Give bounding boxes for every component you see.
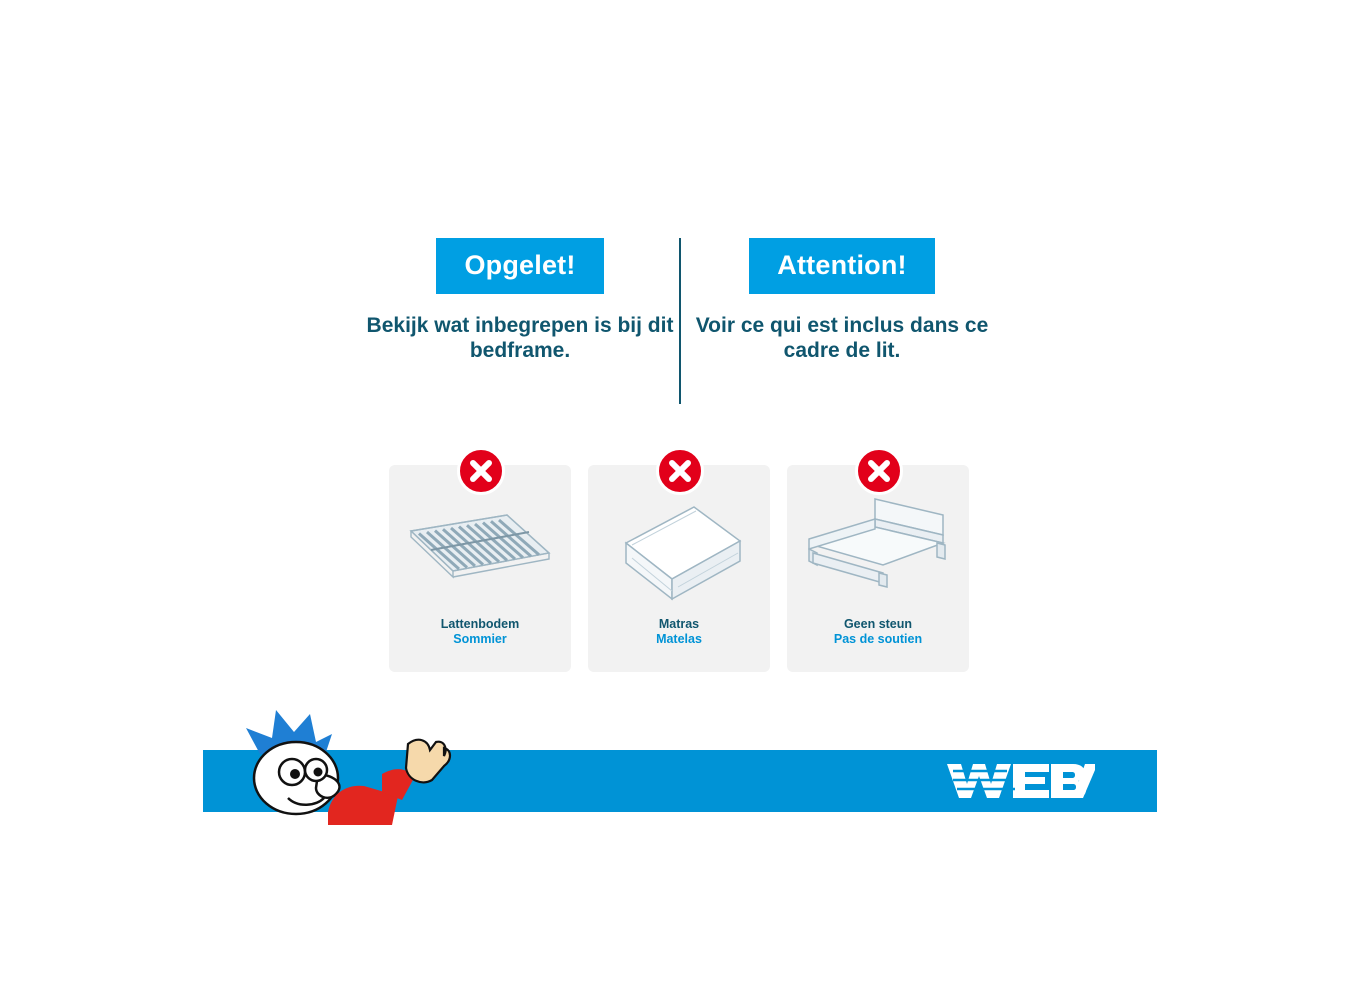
headline-column-fr [672,238,1012,363]
card-label-nl: Matras [658,616,700,631]
card-label-nl: Geen steun [843,616,913,631]
card-label-fr: Matelas [656,632,702,647]
subtitle-nl: Bekijk wat inbegrepen is bij dit bedframe. [366,314,674,363]
badge-opgelet: Opgelet! [436,238,603,294]
headline-column-nl [350,238,690,363]
card-matras [588,465,770,672]
card-labels [787,617,969,648]
badge-attention: Attention! [749,238,934,294]
card-lattenbodem [389,465,571,672]
bed-frame-illustration [787,487,969,602]
card-labels [389,617,571,648]
card-geen-steun [787,465,969,672]
card-label-nl: Lattenbodem [440,616,520,631]
subtitle-fr: Voir ce qui est inclus dans ce cadre de lit. [695,314,989,363]
card-label-fr: Sommier [453,632,507,647]
card-label-fr: Pas de soutien [833,632,923,647]
weba-mascot [232,700,482,825]
mattress-illustration [588,487,770,602]
weba-logo [945,758,1095,802]
slatted-bed-base-illustration [389,487,571,602]
vertical-divider [679,238,681,404]
card-labels [588,617,770,648]
item-card-row [0,465,1360,675]
